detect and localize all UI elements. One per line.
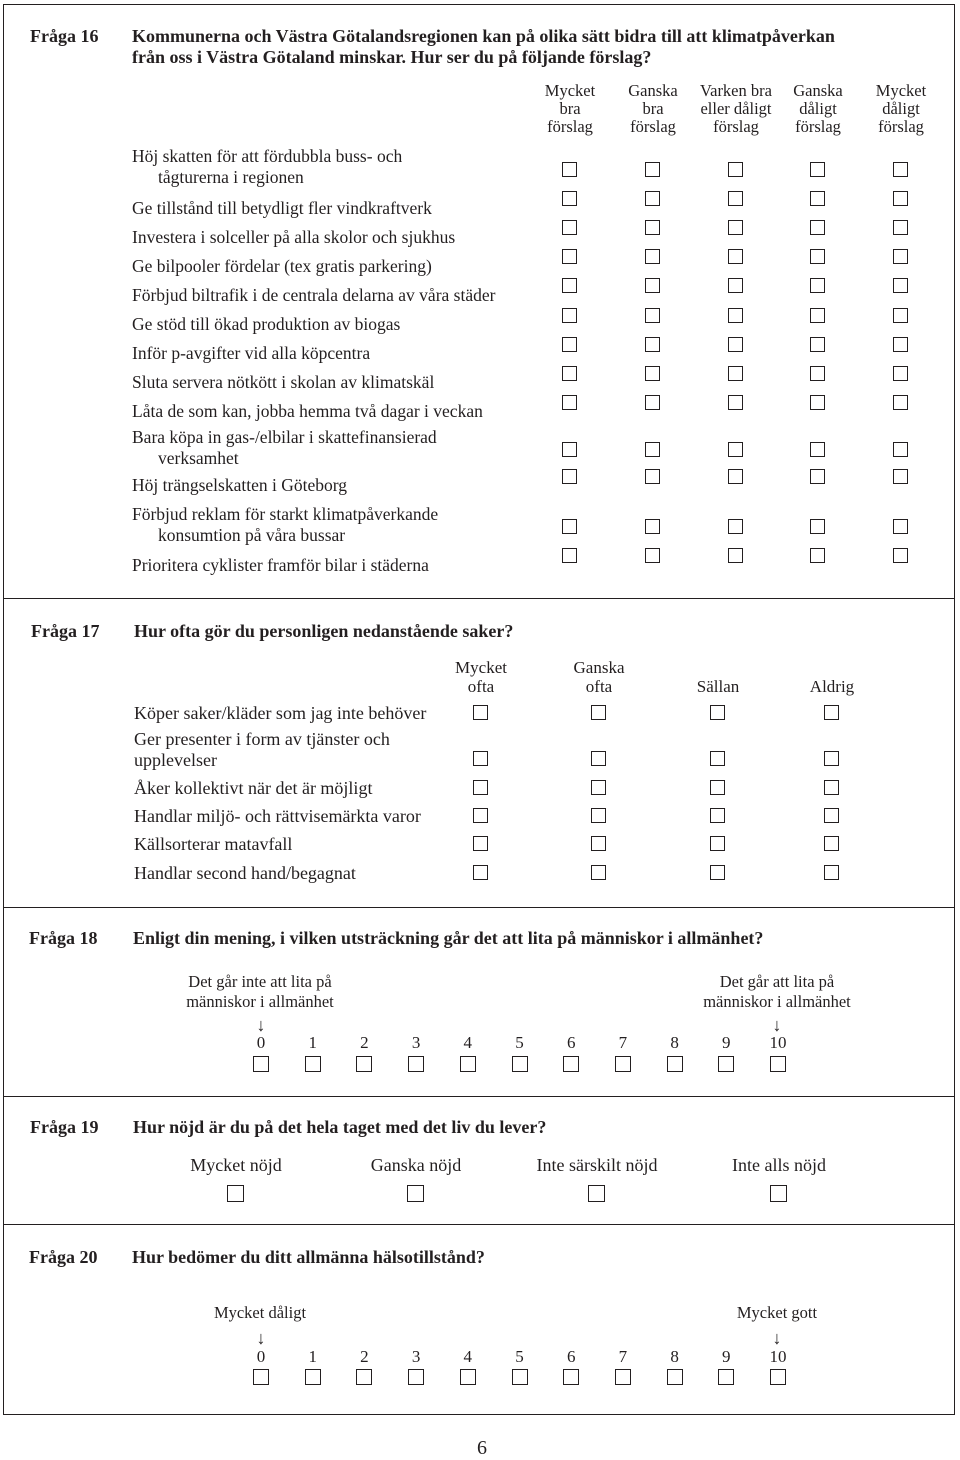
scale-header-line: förslag (878, 117, 924, 136)
row-label-line: Handlar second hand/begagnat (134, 863, 356, 883)
section-divider (3, 598, 955, 599)
scale-checkbox[interactable] (305, 1369, 321, 1385)
scale-checkbox[interactable] (512, 1056, 528, 1072)
arrow-down-icon: ↓ (256, 1015, 266, 1035)
answer-checkbox[interactable] (710, 751, 725, 766)
answer-checkbox[interactable] (728, 308, 743, 323)
low-end-label-line: Det går inte att lita på (188, 972, 332, 991)
high-end-label-line: Det går att lita på (719, 972, 835, 991)
question-text-line: från oss i Västra Götaland minskar. Hur ser du på följande förslag? (132, 47, 652, 67)
scale-checkbox[interactable] (356, 1369, 372, 1385)
scale-header (846, 82, 956, 136)
answer-checkbox[interactable] (562, 366, 577, 381)
scale-value: 6 (566, 1033, 576, 1052)
scale-checkbox[interactable] (770, 1369, 786, 1385)
scale-header-line: ofta (467, 677, 495, 696)
answer-checkbox[interactable] (893, 519, 908, 534)
answer-option-label: Ganska nöjd (370, 1155, 462, 1175)
scale-header-line: förslag (630, 117, 676, 136)
scale-header-line: Mycket (455, 658, 507, 677)
answer-checkbox[interactable] (728, 191, 743, 206)
scale-checkbox[interactable] (253, 1056, 269, 1072)
scale-value: 4 (463, 1033, 473, 1052)
row-label-line: Ge tillstånd till betydligt fler vindkraftverk (132, 198, 432, 218)
answer-checkbox[interactable] (473, 751, 488, 766)
scale-value: 5 (515, 1347, 524, 1366)
answer-checkbox[interactable] (810, 220, 825, 235)
answer-checkbox[interactable] (710, 808, 725, 823)
answer-option-label: Mycket nöjd (190, 1155, 282, 1175)
answer-checkbox[interactable] (728, 249, 743, 264)
question-text-line: Kommunerna och Västra Götalandsregionen kan på olika sätt bidra till att klimatpåverkan (132, 26, 835, 46)
answer-checkbox[interactable] (645, 469, 660, 484)
question-number: Fråga 18 (29, 928, 98, 948)
answer-checkbox[interactable] (562, 442, 577, 457)
scale-value: 9 (722, 1347, 731, 1366)
answer-checkbox[interactable] (645, 162, 660, 177)
row-label (132, 555, 429, 576)
answer-checkbox[interactable] (728, 366, 743, 381)
answer-checkbox[interactable] (824, 705, 839, 720)
scale-header-line: förslag (795, 117, 841, 136)
answer-checkbox[interactable] (728, 519, 743, 534)
answer-checkbox[interactable] (810, 162, 825, 177)
row-label-line: Höj trängselskatten i Göteborg (132, 475, 347, 495)
answer-checkbox[interactable] (645, 308, 660, 323)
answer-checkbox[interactable] (728, 337, 743, 352)
answer-checkbox[interactable] (473, 705, 488, 720)
answer-checkbox[interactable] (407, 1185, 424, 1202)
answer-checkbox[interactable] (562, 395, 577, 410)
section-divider (3, 907, 955, 908)
low-end-label-line: människor i allmänhet (186, 992, 334, 1011)
scale-checkbox[interactable] (460, 1056, 476, 1072)
row-label (132, 314, 400, 335)
answer-checkbox[interactable] (645, 548, 660, 563)
answer-checkbox[interactable] (562, 548, 577, 563)
answer-checkbox[interactable] (562, 519, 577, 534)
row-label (132, 198, 432, 219)
answer-checkbox[interactable] (645, 366, 660, 381)
scale-header-line: Aldrig (809, 677, 855, 696)
scale-header-line: Mycket (875, 81, 927, 100)
answer-checkbox[interactable] (645, 519, 660, 534)
scale-header (544, 658, 654, 696)
scale-checkbox[interactable] (718, 1056, 734, 1072)
high-end-label: Mycket gott (736, 1303, 818, 1322)
scale-value: 3 (411, 1033, 421, 1052)
row-label-line: Källsorterar matavfall (134, 834, 293, 854)
scale-value: 9 (722, 1033, 731, 1052)
answer-checkbox[interactable] (645, 249, 660, 264)
row-label (134, 834, 292, 855)
row-label (132, 146, 402, 188)
question-number: Fråga 20 (29, 1247, 98, 1267)
scale-checkbox[interactable] (408, 1369, 424, 1385)
answer-checkbox[interactable] (710, 780, 725, 795)
answer-checkbox[interactable] (645, 395, 660, 410)
scale-header-line: Mycket (544, 81, 596, 100)
answer-checkbox[interactable] (810, 366, 825, 381)
answer-checkbox[interactable] (645, 220, 660, 235)
answer-checkbox[interactable] (562, 278, 577, 293)
row-label (134, 806, 421, 827)
answer-checkbox[interactable] (810, 442, 825, 457)
answer-checkbox[interactable] (810, 519, 825, 534)
scale-checkbox[interactable] (718, 1369, 734, 1385)
answer-checkbox[interactable] (473, 780, 488, 795)
answer-checkbox[interactable] (645, 191, 660, 206)
question-text: Hur ofta gör du personligen nedanstående saker? (134, 621, 514, 641)
answer-checkbox[interactable] (893, 469, 908, 484)
scale-value: 2 (360, 1347, 369, 1366)
row-label-line: Ger presenter i form av tjänster och (134, 729, 390, 749)
answer-checkbox[interactable] (893, 395, 908, 410)
question-text: Enligt din mening, i vilken utsträckning går det att lita på människor i allmänhet? (133, 928, 764, 948)
scale-checkbox[interactable] (563, 1369, 579, 1385)
answer-checkbox[interactable] (473, 865, 488, 880)
row-label-line: tågturerna i regionen (158, 167, 304, 187)
answer-checkbox[interactable] (591, 751, 606, 766)
answer-checkbox[interactable] (728, 220, 743, 235)
scale-checkbox[interactable] (512, 1369, 528, 1385)
scale-value: 0 (256, 1033, 266, 1052)
low-end-label: Mycket dåligt (213, 1303, 307, 1322)
answer-checkbox[interactable] (810, 249, 825, 264)
answer-checkbox[interactable] (728, 162, 743, 177)
answer-checkbox[interactable] (710, 865, 725, 880)
row-label-line: Förbjud biltrafik i de centrala delarna av våra städer (132, 285, 496, 305)
scale-header-line: Sällan (696, 677, 740, 696)
row-label-line: konsumtion på våra bussar (158, 525, 346, 545)
row-label-line: Prioritera cyklister framför bilar i städerna (132, 555, 429, 575)
row-label-line: Låta de som kan, jobba hemma två dagar i veckan (132, 401, 483, 421)
answer-checkbox[interactable] (728, 442, 743, 457)
scale-header-line: bra (642, 99, 664, 118)
row-label (132, 285, 495, 306)
answer-checkbox[interactable] (893, 337, 908, 352)
question-number: Fråga 16 (30, 26, 99, 46)
answer-checkbox[interactable] (645, 442, 660, 457)
scale-checkbox[interactable] (460, 1369, 476, 1385)
scale-header-line: dåligt (882, 99, 920, 118)
answer-checkbox[interactable] (893, 278, 908, 293)
answer-checkbox[interactable] (810, 278, 825, 293)
row-label-line: Investera i solceller på alla skolor och sjukhus (132, 227, 456, 247)
scale-value: 0 (256, 1347, 266, 1366)
question-text: Hur nöjd är du på det hela taget med det liv du lever? (133, 1117, 547, 1137)
question-text (132, 26, 835, 68)
scale-value: 4 (463, 1347, 473, 1366)
answer-checkbox[interactable] (710, 836, 725, 851)
row-label (134, 778, 372, 799)
answer-checkbox[interactable] (824, 865, 839, 880)
answer-checkbox[interactable] (591, 808, 606, 823)
answer-checkbox[interactable] (591, 836, 606, 851)
scale-header-line: Varken bra (700, 81, 772, 100)
answer-checkbox[interactable] (824, 751, 839, 766)
scale-header-line: dåligt (799, 99, 837, 118)
answer-checkbox[interactable] (810, 308, 825, 323)
answer-checkbox[interactable] (728, 469, 743, 484)
row-label (132, 401, 483, 422)
answer-checkbox[interactable] (591, 865, 606, 880)
answer-option-label: Inte alls nöjd (732, 1155, 826, 1175)
scale-checkbox[interactable] (253, 1369, 269, 1385)
answer-checkbox[interactable] (710, 705, 725, 720)
answer-checkbox[interactable] (810, 395, 825, 410)
answer-checkbox[interactable] (893, 220, 908, 235)
scale-value: 6 (566, 1347, 576, 1366)
answer-checkbox[interactable] (893, 548, 908, 563)
scale-header-line: eller dåligt (700, 99, 772, 118)
scale-value: 5 (515, 1033, 524, 1052)
section-divider (3, 1224, 955, 1225)
scale-value: 3 (411, 1347, 421, 1366)
row-label (132, 256, 432, 277)
scale-header-line (663, 658, 773, 677)
high-end-label-line: människor i allmänhet (703, 992, 851, 1011)
answer-checkbox[interactable] (824, 808, 839, 823)
row-label-line: upplevelser (134, 750, 217, 770)
answer-checkbox[interactable] (645, 337, 660, 352)
question-number: Fråga 17 (31, 621, 100, 641)
answer-checkbox[interactable] (591, 705, 606, 720)
row-label (132, 475, 347, 496)
scale-header-line: Ganska (573, 658, 625, 677)
scale-checkbox[interactable] (563, 1056, 579, 1072)
scale-header-line (777, 658, 887, 677)
scale-header-line: Ganska (628, 81, 678, 100)
row-label (134, 863, 356, 884)
scale-header (663, 658, 773, 696)
row-label-line: Förbjud reklam för starkt klimatpåverkande (132, 504, 439, 524)
arrow-down-icon: ↓ (772, 1015, 782, 1035)
answer-checkbox[interactable] (810, 337, 825, 352)
answer-checkbox[interactable] (562, 191, 577, 206)
scale-header-line: Ganska (793, 81, 843, 100)
scale-header-line: förslag (547, 117, 593, 136)
answer-checkbox[interactable] (588, 1185, 605, 1202)
scale-header-line: förslag (713, 117, 759, 136)
answer-checkbox[interactable] (893, 308, 908, 323)
row-label (134, 703, 426, 724)
answer-checkbox[interactable] (893, 191, 908, 206)
answer-checkbox[interactable] (728, 548, 743, 563)
scale-checkbox[interactable] (305, 1056, 321, 1072)
answer-checkbox[interactable] (591, 780, 606, 795)
section-divider (3, 1096, 955, 1097)
low-end-label (150, 972, 370, 1012)
question-number: Fråga 19 (30, 1117, 99, 1137)
answer-checkbox[interactable] (893, 442, 908, 457)
arrow-down-icon: ↓ (256, 1328, 266, 1348)
row-label (132, 372, 434, 393)
answer-checkbox[interactable] (473, 808, 488, 823)
row-label-line: Inför p-avgifter vid alla köpcentra (132, 343, 371, 363)
row-label (132, 504, 438, 546)
answer-checkbox[interactable] (893, 249, 908, 264)
scale-checkbox[interactable] (408, 1056, 424, 1072)
row-label-line: Handlar miljö- och rättvisemärkta varor (134, 806, 421, 826)
scale-header (426, 658, 536, 696)
answer-checkbox[interactable] (824, 836, 839, 851)
scale-checkbox[interactable] (667, 1369, 683, 1385)
answer-checkbox[interactable] (473, 836, 488, 851)
answer-checkbox[interactable] (810, 191, 825, 206)
answer-checkbox[interactable] (824, 780, 839, 795)
scale-header (777, 658, 887, 696)
scale-checkbox[interactable] (770, 1056, 786, 1072)
row-label (132, 427, 437, 469)
answer-checkbox[interactable] (227, 1185, 244, 1202)
scale-checkbox[interactable] (356, 1056, 372, 1072)
page-number: 6 (477, 1437, 487, 1459)
scale-value: 1 (308, 1033, 317, 1052)
scale-value: 1 (308, 1347, 317, 1366)
high-end-label (667, 972, 887, 1012)
row-label-line: Höj skatten för att fördubbla buss- och (132, 146, 403, 166)
scale-value: 8 (670, 1033, 679, 1052)
scale-value: 8 (670, 1347, 679, 1366)
scale-header-line: bra (559, 99, 581, 118)
answer-checkbox[interactable] (728, 395, 743, 410)
row-label-line: Köper saker/kläder som jag inte behöver (134, 703, 427, 723)
row-label-line: Ge stöd till ökad produktion av biogas (132, 314, 401, 334)
row-label (134, 729, 390, 771)
row-label-line: Sluta servera nötkött i skolan av klimatskäl (132, 372, 435, 392)
answer-checkbox[interactable] (728, 278, 743, 293)
scale-checkbox[interactable] (615, 1056, 631, 1072)
answer-checkbox[interactable] (562, 308, 577, 323)
scale-value: 7 (618, 1347, 628, 1366)
answer-checkbox[interactable] (645, 278, 660, 293)
answer-checkbox[interactable] (893, 366, 908, 381)
arrow-down-icon: ↓ (772, 1328, 782, 1348)
scale-checkbox[interactable] (615, 1369, 631, 1385)
row-label-line: Bara köpa in gas-/elbilar i skattefinansierad (132, 427, 437, 447)
question-text: Hur bedömer du ditt allmänna hälsotillstånd? (132, 1247, 485, 1267)
answer-checkbox[interactable] (562, 249, 577, 264)
answer-checkbox[interactable] (562, 337, 577, 352)
answer-checkbox[interactable] (770, 1185, 787, 1202)
scale-value: 10 (769, 1033, 787, 1052)
answer-checkbox[interactable] (810, 548, 825, 563)
scale-checkbox[interactable] (667, 1056, 683, 1072)
scale-value: 7 (618, 1033, 628, 1052)
answer-checkbox[interactable] (562, 220, 577, 235)
scale-header-line: ofta (585, 677, 613, 696)
row-label-line: verksamhet (158, 448, 239, 468)
answer-checkbox[interactable] (562, 162, 577, 177)
row-label-line: Ge bilpooler fördelar (tex gratis parkering) (132, 256, 432, 276)
row-label-line: Åker kollektivt när det är möjligt (134, 778, 373, 798)
scale-value: 10 (769, 1347, 787, 1366)
answer-option-label: Inte särskilt nöjd (536, 1155, 658, 1175)
answer-checkbox[interactable] (810, 469, 825, 484)
row-label (132, 343, 370, 364)
answer-checkbox[interactable] (893, 162, 908, 177)
scale-value: 2 (360, 1033, 369, 1052)
row-label (132, 227, 455, 248)
answer-checkbox[interactable] (562, 469, 577, 484)
